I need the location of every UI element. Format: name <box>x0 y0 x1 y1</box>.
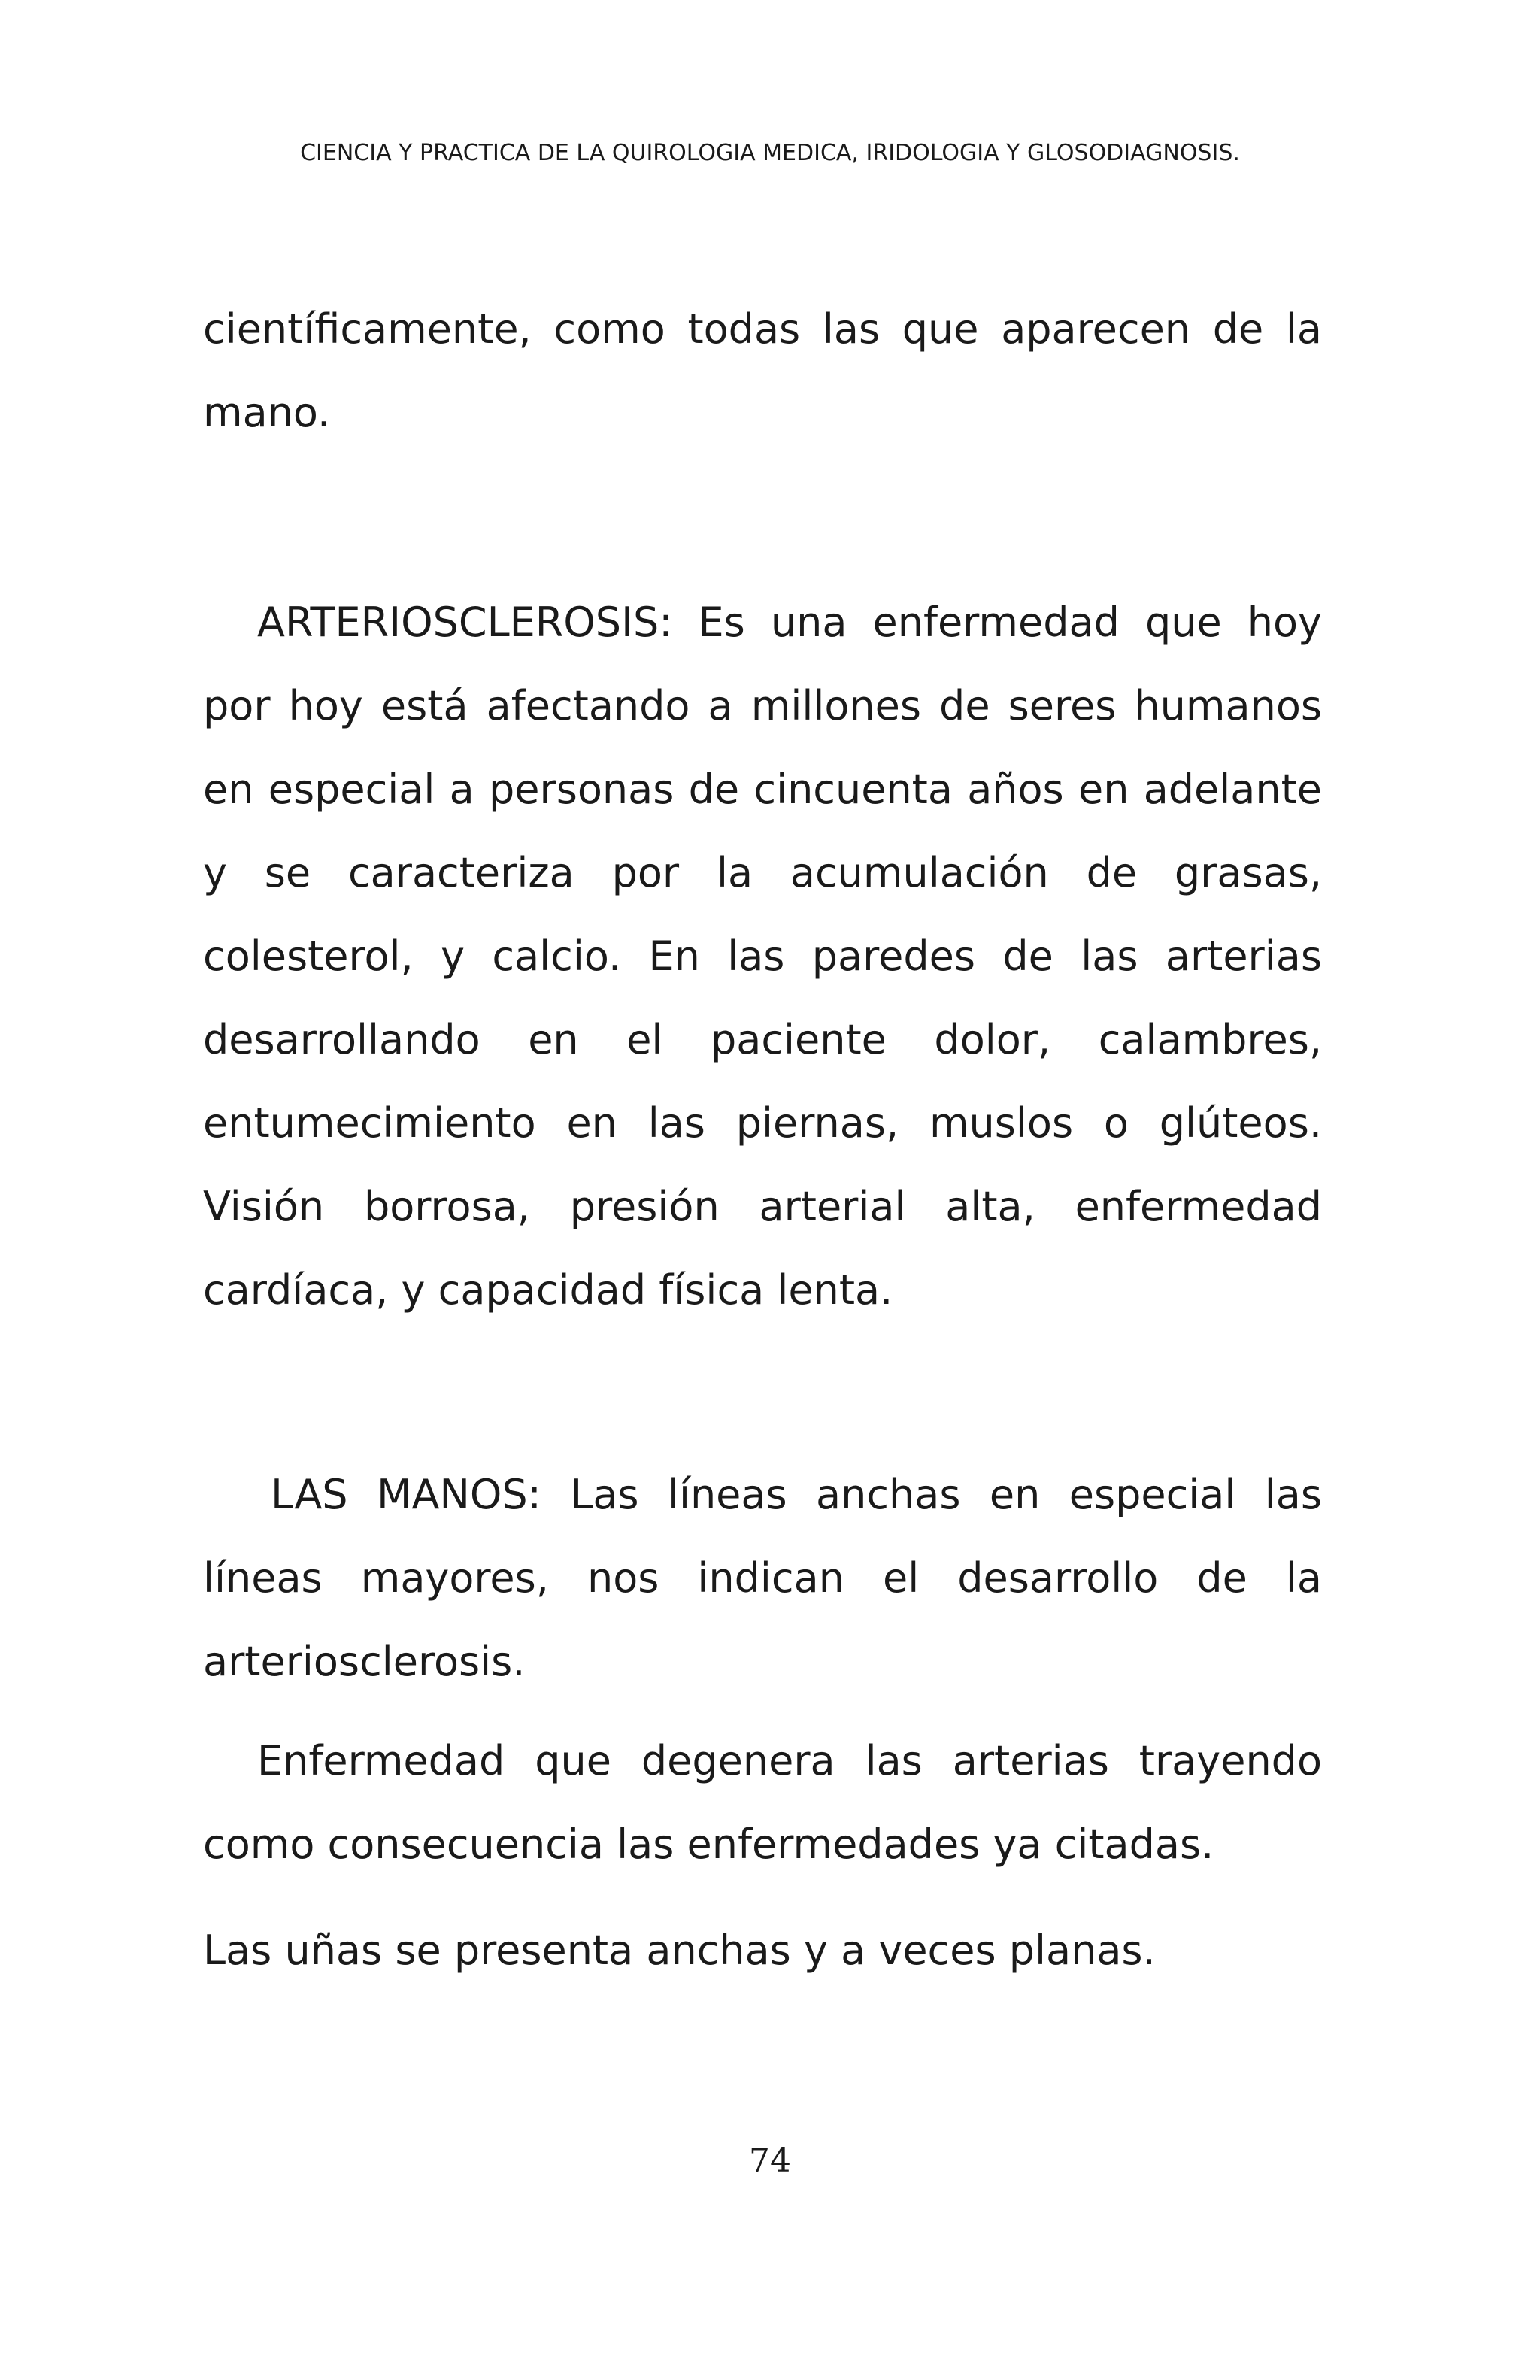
page-number: 74 <box>749 2142 791 2180</box>
paragraph-unas: Las uñas se presenta anchas y a veces planas. <box>203 1927 1156 1974</box>
paragraph-enfermedad: Enfermedad que degenera las arterias trayendo como consecuencia las enfermedades ya citadas. <box>203 1737 1322 1868</box>
paragraph-las-manos: LAS MANOS: Las líneas anchas en especial las líneas mayores, nos indican el desarrollo de la arteriosclerosis. <box>203 1471 1322 1685</box>
running-header: CIENCIA Y PRACTICA DE LA QUIROLOGIA MEDICA, IRIDOLOGIA Y GLOSODIAGNOSIS. <box>300 140 1240 166</box>
paragraph-continuation: científicamente, como todas las que aparecen de la mano. <box>203 305 1322 436</box>
paragraph-arteriosclerosis: ARTERIOSCLEROSIS: Es una enfermedad que hoy por hoy está afectando a millones de seres humanos en especial a personas de cincuenta años en adelante y se caracteriza por la acumulación de grasas, colesterol, y calcio. En las paredes de las arterias desarrollando en el paciente dolor, calambres, entumecimiento en las piernas, muslos o glúteos. Visión borrosa, presión arterial alta, enfermedad cardíaca, y capacidad física lenta. <box>203 599 1322 1314</box>
